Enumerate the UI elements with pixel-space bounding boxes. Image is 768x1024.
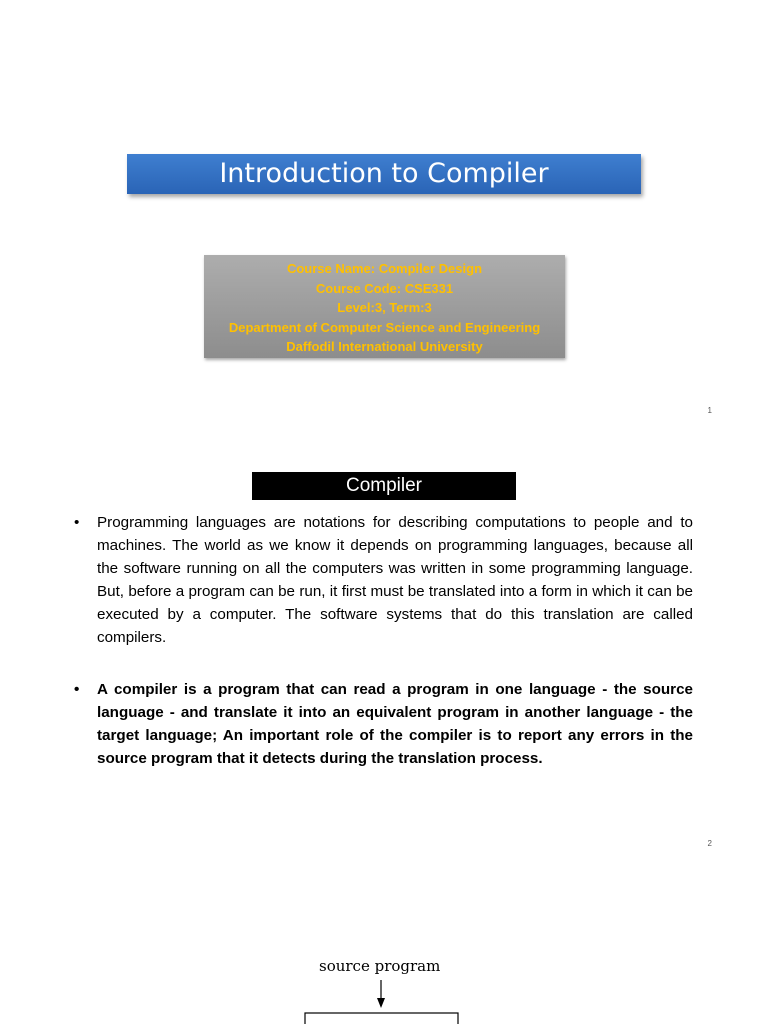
slide-1: [0, 0, 768, 432]
bullet-text: Programming languages are notations for describing computations to people and to machines. The world as we know it depends on programming languages, because all the software running on all the computers was written in some programming language. But, before a program can be run, it first must be translated into a form in which it can be executed by a computer. The software systems that do this translation are called compilers.: [97, 514, 693, 646]
bullet-list: [74, 511, 693, 770]
compiler-flow-diagram: [0, 864, 768, 1024]
compiler-box: [305, 1013, 458, 1024]
bullet-icon: •: [74, 681, 80, 698]
course-code: Course Code: CSE331: [315, 280, 454, 296]
slide-3: [0, 864, 768, 1024]
university: Daffodil International University: [286, 339, 483, 354]
page-number: 1: [707, 406, 712, 415]
list-item: [74, 678, 693, 770]
course-info-box: [204, 255, 565, 358]
page-number: 2: [707, 839, 712, 848]
course-level: Level:3, Term:3: [337, 300, 432, 315]
course-name: Course Name: Compiler Design: [286, 261, 483, 276]
slide-title: Compiler: [252, 472, 516, 500]
department: Department of Computer Science and Engineering: [228, 319, 541, 335]
arrow-head-icon: [377, 998, 385, 1008]
source-program-label: source program: [319, 957, 441, 975]
bullet-text: A compiler is a program that can read a program in one language - the source language - and translate it into an equivalent program in another language - the target language; An important role of the compiler is to report any errors in the source program that it detects during the translation process.: [97, 681, 693, 767]
list-item: [74, 511, 693, 649]
bullet-icon: •: [74, 514, 80, 531]
slide-title: Introduction to Compiler: [127, 154, 641, 194]
slide-2: [0, 432, 768, 864]
